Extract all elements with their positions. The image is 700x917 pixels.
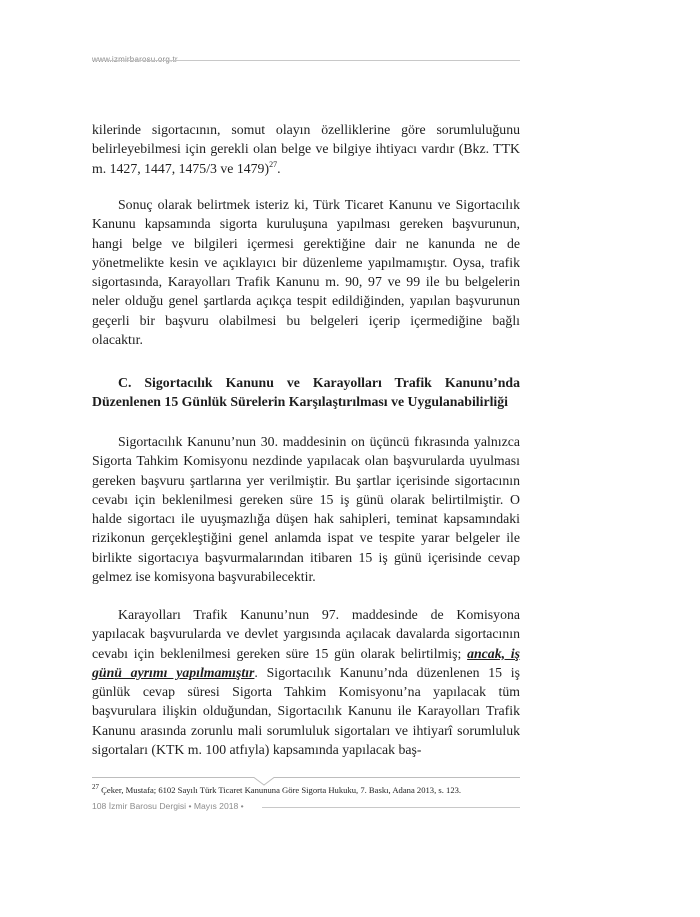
paragraph-text: Sonuç olarak belirtmek isteriz ki, Türk Ticaret Kanunu ve Sigortacılık Kanunu kapsamında sigorta kuruluşuna yapılması gereken başvurunun, hangi belge ve bilgileri içermesi gerektiğine dair ne kanunda ne de yönetmelikte kesin ve açıklayıcı bir düzenleme yapılmamıştır. Oysa, trafik sigortasında, Karayolları Trafik Kanunu m. 90, 97 ve 99 ile bu belgelerin neler olduğu genel şartlarda açıkça tespit edildiğinden, yapılan başvurunun geçerli bir başvuru olabilmesi bu belgeleri içerip içermediğine bağlı olacaktır. bbox=[92, 197, 520, 348]
footnote bbox=[92, 785, 520, 796]
header-rule bbox=[92, 60, 520, 61]
footnote-ref[interactable]: 27 bbox=[269, 159, 278, 169]
footnote-number: 27 bbox=[92, 783, 99, 791]
paragraph-text-end: . Sigortacılık Kanunu’nda düzenlenen 15 iş günlük cevap süresi Sigorta Tahkim Komisyonu’na yapılacak tüm başvurulara ilişkin olduğundan, Sigortacılık Kanunu ile Karayolları Trafik Kanunu arasında zorunlu mali sorumluluk sigortaları ve ihtiyarî sorumluluk sigortaları (KTK m. 100 atfıyla) kapsamında yapılacak baş- bbox=[92, 664, 521, 758]
section-heading bbox=[92, 373, 520, 412]
paragraph-text: Karayolları Trafik Kanunu’nun 97. maddesinde de Komisyona yapılacak başvurularda ve devlet yargısında açılacak davalarda sigortacının cevabı için beklenilmesi gereken süre 15 gün olarak belirtilmiş; bbox=[92, 607, 520, 661]
paragraph-karayollari bbox=[92, 605, 520, 759]
paragraph-end: . bbox=[277, 160, 281, 176]
footer-rule bbox=[262, 807, 520, 808]
section-heading-text: C. Sigortacılık Kanunu ve Karayolları Trafik Kanunu’nda Düzenlenen 15 Günlük Sürelerin Karşılaştırılması ve Uygulanabilirliği bbox=[92, 375, 520, 410]
header-url: www.izmirbarosu.org.tr bbox=[92, 55, 178, 64]
paragraph-continuation bbox=[92, 120, 520, 178]
paragraph-text: Sigortacılık Kanunu’nun 30. maddesinin on üçüncü fıkrasında yalnızca Sigorta Tahkim Komisyonu nezdinde yapılacak olan başvurularda uyulması gereken başvuru şartlarına yer verilmiştir. Bu şartlar içerisinde sigortacının cevabı için beklenilmesi gereken süre 15 iş günü olarak belirtilmiştir. O halde sigortacı ile uyuşmazlığa düşen hak sahipleri, teminat kapsamındaki rizikonun gerçekleştiğini genel anlamda ispat ve tespite yarar belgeler ile birlikte sigortacıya başvurmalarından itibaren 15 iş günü içerisinde cevap gelmez ise komisyona başvurabilecektir. bbox=[92, 434, 520, 585]
emphasis-text: ancak, iş günü ayrımı yapılmamıştır bbox=[92, 645, 521, 680]
paragraph-text: kilerinde sigortacının, somut olayın özelliklerine göre sorumluluğunu belirleyebilmesi için gerekli olan belge ve bilgiye ihtiyacı vardır (Bkz. TTK m. 1427, 1447, 1475/3 ve 1479) bbox=[92, 122, 520, 176]
paragraph-conclusion bbox=[92, 195, 520, 349]
page-footer: 108 İzmir Barosu Dergisi • Mayıs 2018 • bbox=[92, 801, 244, 811]
paragraph-sigortacilik bbox=[92, 432, 520, 586]
footnote-text: Çeker, Mustafa; 6102 Sayılı Türk Ticaret Kanununa Göre Sigorta Hukuku, 7. Baskı, Adana 2013, s. 123. bbox=[101, 785, 462, 795]
